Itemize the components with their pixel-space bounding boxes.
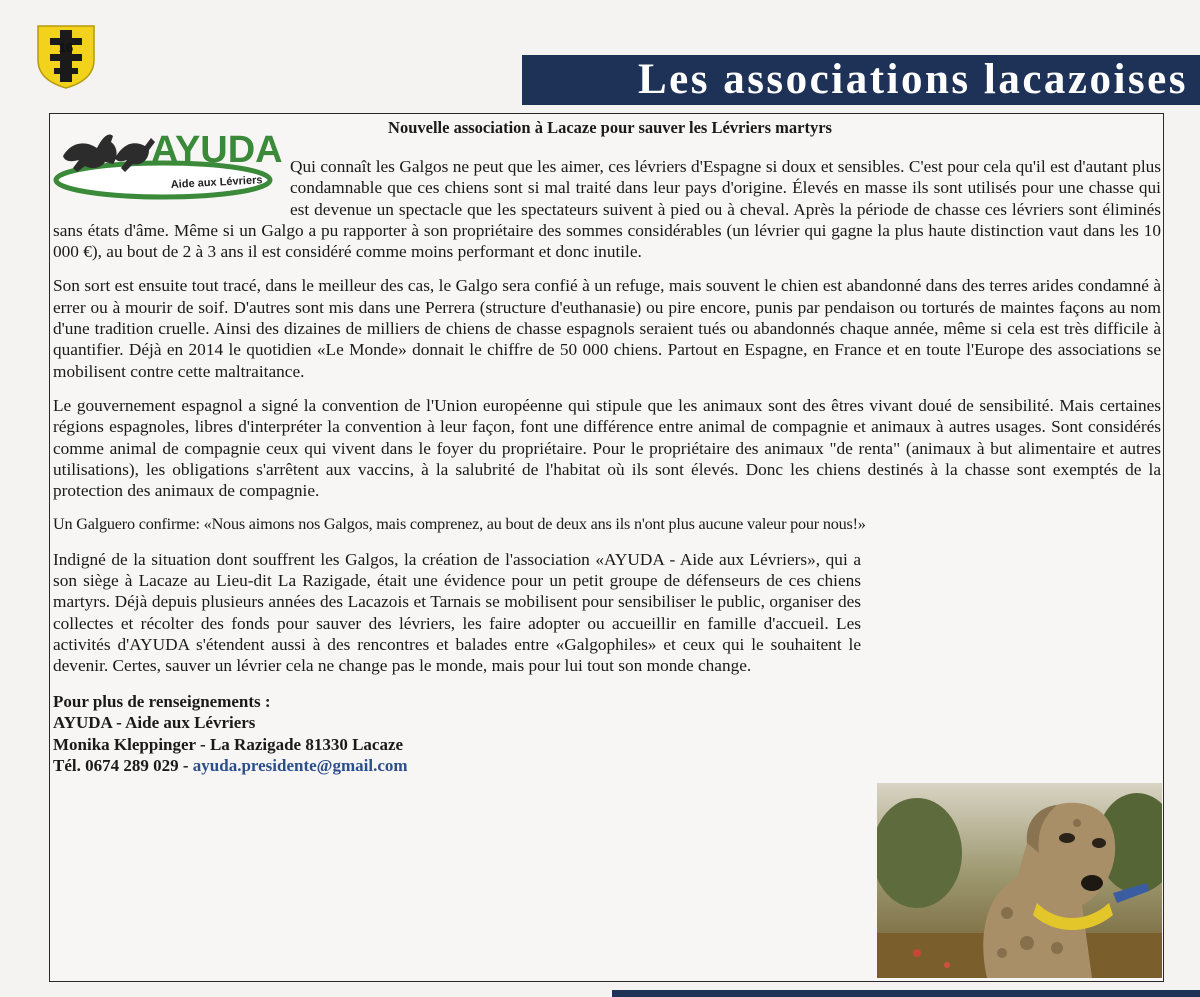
bottom-banner-edge — [612, 990, 1200, 997]
article-body — [53, 156, 1161, 777]
svg-text:AYUDA: AYUDA — [151, 129, 283, 171]
contact-phone-email — [53, 755, 1161, 777]
article-headline: Nouvelle association à Lacaze pour sauver les Lévriers martyrs — [388, 118, 832, 137]
contact-org: AYUDA - Aide aux Lévriers — [53, 713, 256, 733]
greyhound-photo — [877, 783, 1162, 978]
paragraph-4: Un Galguero confirme: «Nous aimons nos Galgos, mais comprenez, au bout de deux ans ils n'ont plus aucune valeur pour nous!» — [53, 515, 866, 534]
paragraph-5: Indigné de la situation dont souffrent les Galgos, la création de l'association «AYUDA - Aide aux Lévriers», qui a son siège à Lacaze au Lieu-dit La Razigade, était une évidence pour un petit groupe de défenseurs de ces chiens martyrs. Déjà depuis plusieurs années des Lacazois et Tarnais se mobilisent pour sensibiliser le public, organiser des collectes et récolter des fonds pour sauver des lévriers, les faire adopter ou accueillir en famille d'accueil. Les activités d'AYUDA s'étendent aussi à des rencontres et balades entre «Galgophiles» et ceux qui le souhaitent le devenir. Certes, sauver un lévrier cela ne change pas le monde, mais pour lui tout son monde change. — [53, 549, 1161, 677]
contact-person-address: Monika Kleppinger - La Razigade 81330 Lacaze — [53, 734, 404, 754]
paragraph-2: Son sort est ensuite tout tracé, dans le meilleur des cas, le Galgo sera confié à un refuge, mais souvent le chien est abandonné dans des terres arides condamné à errer ou à mourir de soif. D'autres sont mis dans une Perrera (structure d'euthanasie) ou pire encore, punis par pendaison ou torturés de maintes façons au nom d'une tradition cruelle. Ainsi des dizaines de milliers de chiens de chasse espagnols seraient tués ou abandonnés chaque année, même si cela est très difficile à quantifier. Déjà en 2014 le quotidien «Le Monde» donnait le chiffre de 50 000 chiens. Partout en Espagne, en France et en toute l'Europe des associations se mobilisent contre cette maltraitance. — [53, 276, 1161, 381]
paragraph-3: Le gouvernement espagnol a signé la convention de l'Union européenne qui stipule que les animaux sont des êtres vivant doué de sensibilité. Mais certaines régions espagnoles, libres d'interpréter la convention à leur façon, font une différence entre animal de compagnie et animaux à autres usages. Sont considérés comme animal de compagnie ceux qui vivent dans le foyer du propriétaire. Pour le propriétaire des animaux "de renta" (animaux à but alimentaire et autres utilisations), les obligations s'arrêtent aux vaccins, à la salubrité de l'habitat où ils sont élevés. Donc les chiens destinés à la chasse sont exemptés de la protection des animaux de compagnie. — [53, 395, 1161, 501]
section-banner — [522, 55, 1200, 105]
contact-phone: Tél. 0674 289 029 - — [53, 756, 193, 776]
logo-spacer — [53, 156, 290, 202]
contact-email-link[interactable]: ayuda.presidente@gmail.com — [192, 756, 408, 776]
coat-of-arms-icon — [36, 24, 96, 90]
section-title: Les associations lacazoises — [637, 56, 1188, 103]
contact-heading: Pour plus de renseignements : — [53, 691, 271, 711]
page-number: 16 — [58, 40, 74, 55]
photo-spacer — [875, 555, 1165, 755]
svg-text:Aide aux Lévriers: Aide aux Lévriers — [170, 174, 263, 191]
paragraph-1: Qui connaît les Galgos ne peut que les aimer, ces lévriers d'Espagne si doux et sensibles. C'est pour cela qu'il est d'autant plus condamnable que ces chiens sont si mal traité dans leur pays d'origine. Élevés en masse ils sont utilisés pour une chasse qui est devenue un spectacle que les spectateurs suivent à pied ou à cheval. Après la période de chasse ces lévriers sont éliminés sans états d'âme. Même si un Galgo a pu rapporter à son propriétaire des sommes considérables (un lévrier qui gagne la plus haute distinction vaut dans les 10 000 €), au bout de 2 à 3 ans il est considéré comme moins performant et donc inutile. — [53, 157, 1161, 262]
